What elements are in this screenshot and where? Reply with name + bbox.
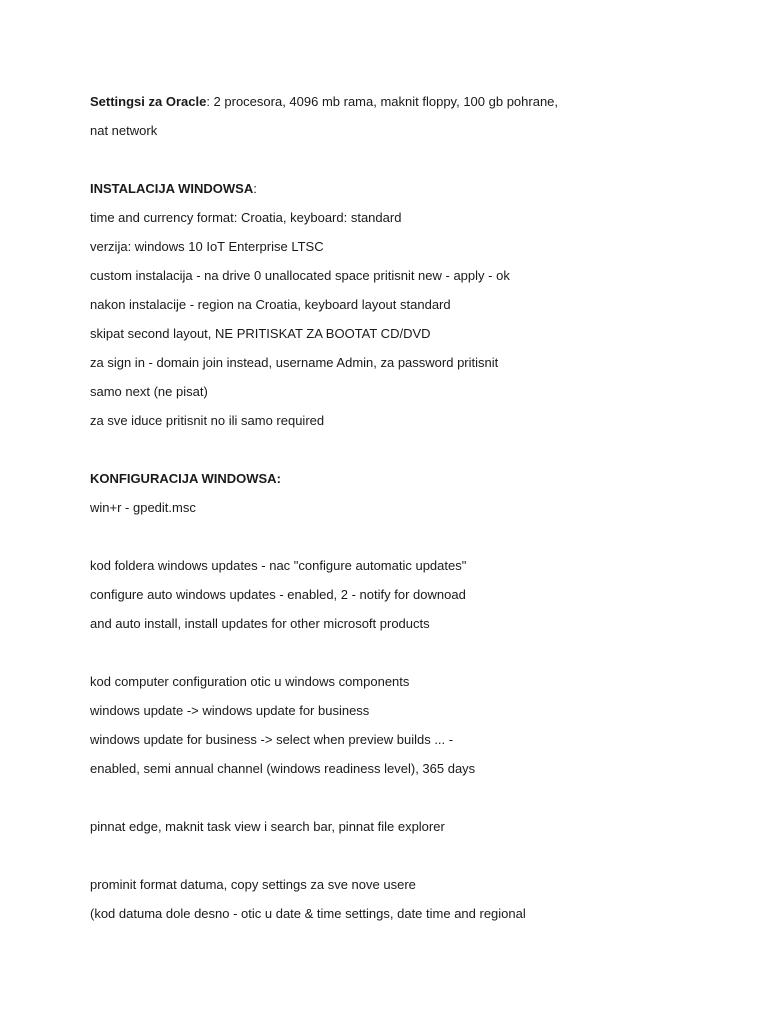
install-line: skipat second layout, NE PRITISKAT ZA BOOTAT CD/DVD	[90, 326, 431, 341]
config-line: and auto install, install updates for other microsoft products	[90, 616, 430, 631]
spacer	[90, 844, 710, 873]
install-line: za sve iduce pritisnit no ili samo required	[90, 413, 325, 428]
config-line: prominit format datuma, copy settings za sve nove usere	[90, 877, 416, 892]
spacer	[90, 438, 710, 467]
install-heading	[90, 177, 710, 206]
install-heading-label: INSTALACIJA WINDOWSA	[90, 181, 254, 196]
install-line: za sign in - domain join instead, username Admin, za password pritisnit	[90, 355, 499, 370]
oracle-settings-line	[90, 90, 710, 119]
spacer	[90, 786, 710, 815]
config-line: pinnat edge, maknit task view i search bar, pinnat file explorer	[90, 819, 445, 834]
install-line: time and currency format: Croatia, keyboard: standard	[90, 210, 402, 225]
spacer	[90, 641, 710, 670]
config-line: enabled, semi annual channel (windows readiness level), 365 days	[90, 761, 476, 776]
install-line: samo next (ne pisat)	[90, 384, 208, 399]
install-line: nakon instalacije - region na Croatia, keyboard layout standard	[90, 297, 451, 312]
config-line: windows update for business -> select when preview builds ... -	[90, 732, 454, 747]
install-heading-colon: :	[253, 181, 257, 196]
config-heading	[90, 467, 710, 496]
oracle-settings-text: : 2 procesora, 4096 mb rama, maknit floppy, 100 gb pohrane,	[206, 94, 559, 109]
config-line: kod computer configuration otic u windows components	[90, 674, 410, 689]
config-line: configure auto windows updates - enabled, 2 - notify for downoad	[90, 587, 466, 602]
spacer	[90, 525, 710, 554]
config-line: (kod datuma dole desno - otic u date & time settings, date time and regional	[90, 906, 526, 921]
config-line: kod foldera windows updates - nac "configure automatic updates"	[90, 558, 467, 573]
config-heading-label: KONFIGURACIJA WINDOWSA:	[90, 471, 281, 486]
config-line: windows update -> windows update for business	[90, 703, 370, 718]
config-line: win+r - gpedit.msc	[90, 500, 196, 515]
spacer	[90, 148, 710, 177]
document-page	[90, 90, 710, 931]
install-line: verzija: windows 10 IoT Enterprise LTSC	[90, 239, 324, 254]
oracle-settings-label: Settingsi za Oracle	[90, 94, 207, 109]
install-line: custom instalacija - na drive 0 unallocated space pritisnit new - apply - ok	[90, 268, 510, 283]
oracle-settings-cont: nat network	[90, 123, 158, 138]
